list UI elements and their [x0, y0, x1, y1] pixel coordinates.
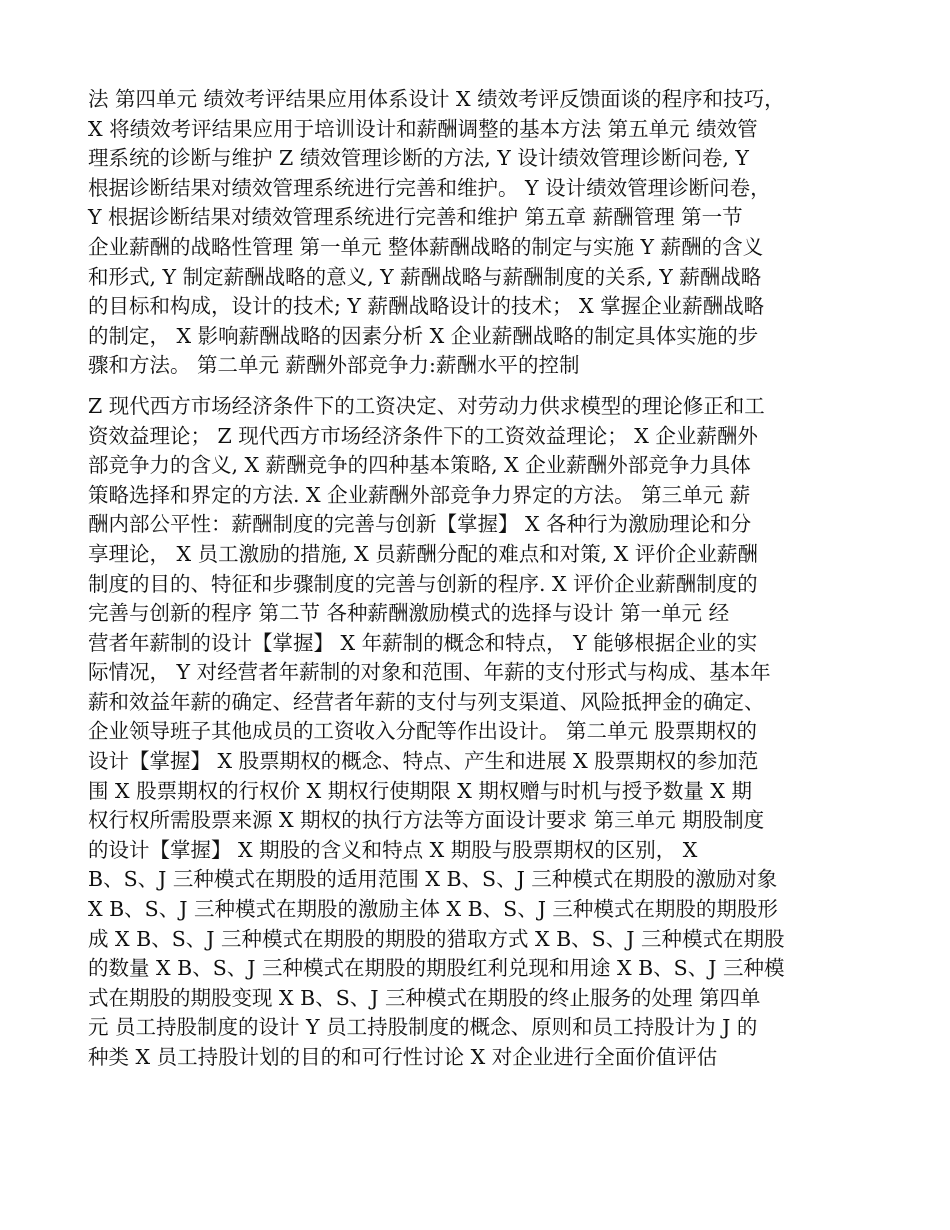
text-line: 营者年薪制的设计【掌握】 X 年薪制的概念和特点， Y 能够根据企业的实 — [88, 630, 758, 655]
text-line: 资效益理论； Z 现代西方市场经济条件下的工资效益理论； X 企业薪酬外 — [88, 423, 758, 448]
text-line: 骤和方法。 第二单元 薪酬外部竞争力:薪酬水平的控制 — [88, 353, 580, 378]
text-line: 的设计【掌握】 X 期股的含义和特点 X 期股与股票期权的区别， X — [88, 837, 698, 862]
text-line: 完善与创新的程序 第二节 各种薪酬激励模式的选择与设计 第一单元 经 — [88, 601, 730, 626]
text-line: 薪和效益年薪的确定、经营者年薪的支付与列支渠道、风险抵押金的确定、 — [88, 689, 765, 714]
text-line: 享理论， X 员工激励的措施, X 员薪酬分配的难点和对策, X 评价企业薪酬 — [88, 541, 758, 566]
text-line: 式在期股的期股变现 X B、S、J 三种模式在期股的终止服务的处理 第四单 — [88, 985, 761, 1010]
text-line: Y 根据诊断结果对绩效管理系统进行完善和维护 第五章 薪酬管理 第一节 — [88, 205, 743, 230]
text-line: 和形式, Y 制定薪酬战略的意义, Y 薪酬战略与薪酬制度的关系, Y 薪酬战略 — [88, 264, 762, 289]
text-line: 根据诊断结果对绩效管理系统进行完善和维护。 Y 设计绩效管理诊断问卷， — [88, 175, 771, 200]
text-line: 元 员工持股制度的设计 Y 员工持股制度的概念、原则和员工持股计为 J 的 — [88, 1015, 758, 1040]
text-line: 成 X B、S、J 三种模式在期股的期股的猎取方式 X B、S、J 三种模式在期股 — [88, 926, 785, 951]
text-line: 围 X 股票期权的行权价 X 期权行使期限 X 期权赠与时机与授予数量 X 期 — [88, 778, 753, 803]
text-line: 的制定， X 影响薪酬战略的因素分析 X 企业薪酬战略的制定具体实施的步 — [88, 323, 759, 348]
text-line: 种类 X 员工持股计划的目的和可行性讨论 X 对企业进行全面价值评估 — [88, 1045, 718, 1069]
text-line: 企业薪酬的战略性管理 第一单元 整体薪酬战略的制定与实施 Y 薪酬的含义 — [88, 234, 764, 259]
text-line: 企业领导班子其他成员的工资收入分配等作出设计。 第二单元 股票期权的 — [88, 719, 758, 744]
text-line: X B、S、J 三种模式在期股的激励主体 X B、S、J 三种模式在期股的期股形 — [88, 897, 778, 922]
text-line: 酬内部公平性：薪酬制度的完善与创新【掌握】 X 各种行为激励理论和分 — [88, 512, 752, 537]
text-line: 法 第四单元 绩效考评结果应用体系设计 X 绩效考评反馈面谈的程序和技巧， — [88, 87, 785, 111]
text-line: 的目标和构成，设计的技术; Y 薪酬战略设计的技术； X 掌握企业薪酬战略 — [88, 294, 765, 319]
text-line: B、S、J 三种模式在期股的适用范围 X B、S、J 三种模式在期股的激励对象 — [88, 867, 778, 892]
text-line: X 将绩效考评结果应用于培训设计和薪酬调整的基本方法 第五单元 绩效管 — [88, 116, 758, 141]
paragraph-1 — [88, 85, 868, 381]
text-line: 制度的目的、特征和步骤制度的完善与创新的程序. X 评价企业薪酬制度的 — [88, 571, 758, 596]
text-line: 理系统的诊断与维护 Z 绩效管理诊断的方法, Y 设计绩效管理诊断问卷, Y — [88, 146, 749, 171]
text-line: 设计【掌握】 X 股票期权的概念、特点、产生和进展 X 股票期权的参加范 — [88, 749, 759, 774]
paragraph-2 — [88, 392, 868, 1073]
text-line: 权行权所需股票来源 X 期权的执行方法等方面设计要求 第三单元 期股制度 — [88, 808, 765, 833]
text-line: 的数量 X B、S、J 三种模式在期股的期股红利兑现和用途 X B、S、J 三种模 — [88, 956, 785, 981]
text-line: 部竞争力的含义, X 薪酬竞争的四种基本策略, X 企业薪酬外部竞争力具体 — [88, 453, 751, 478]
text-line: 际情况， Y 对经营者年薪制的对象和范围、年薪的支付形式与构成、基本年 — [88, 660, 771, 685]
text-line: Z 现代西方市场经济条件下的工资决定、对劳动力供求模型的理论修正和工 — [88, 393, 765, 418]
text-line: 策略选择和界定的方法. X 企业薪酬外部竞争力界定的方法。 第三单元 薪 — [88, 482, 751, 507]
document-page — [88, 85, 868, 1073]
